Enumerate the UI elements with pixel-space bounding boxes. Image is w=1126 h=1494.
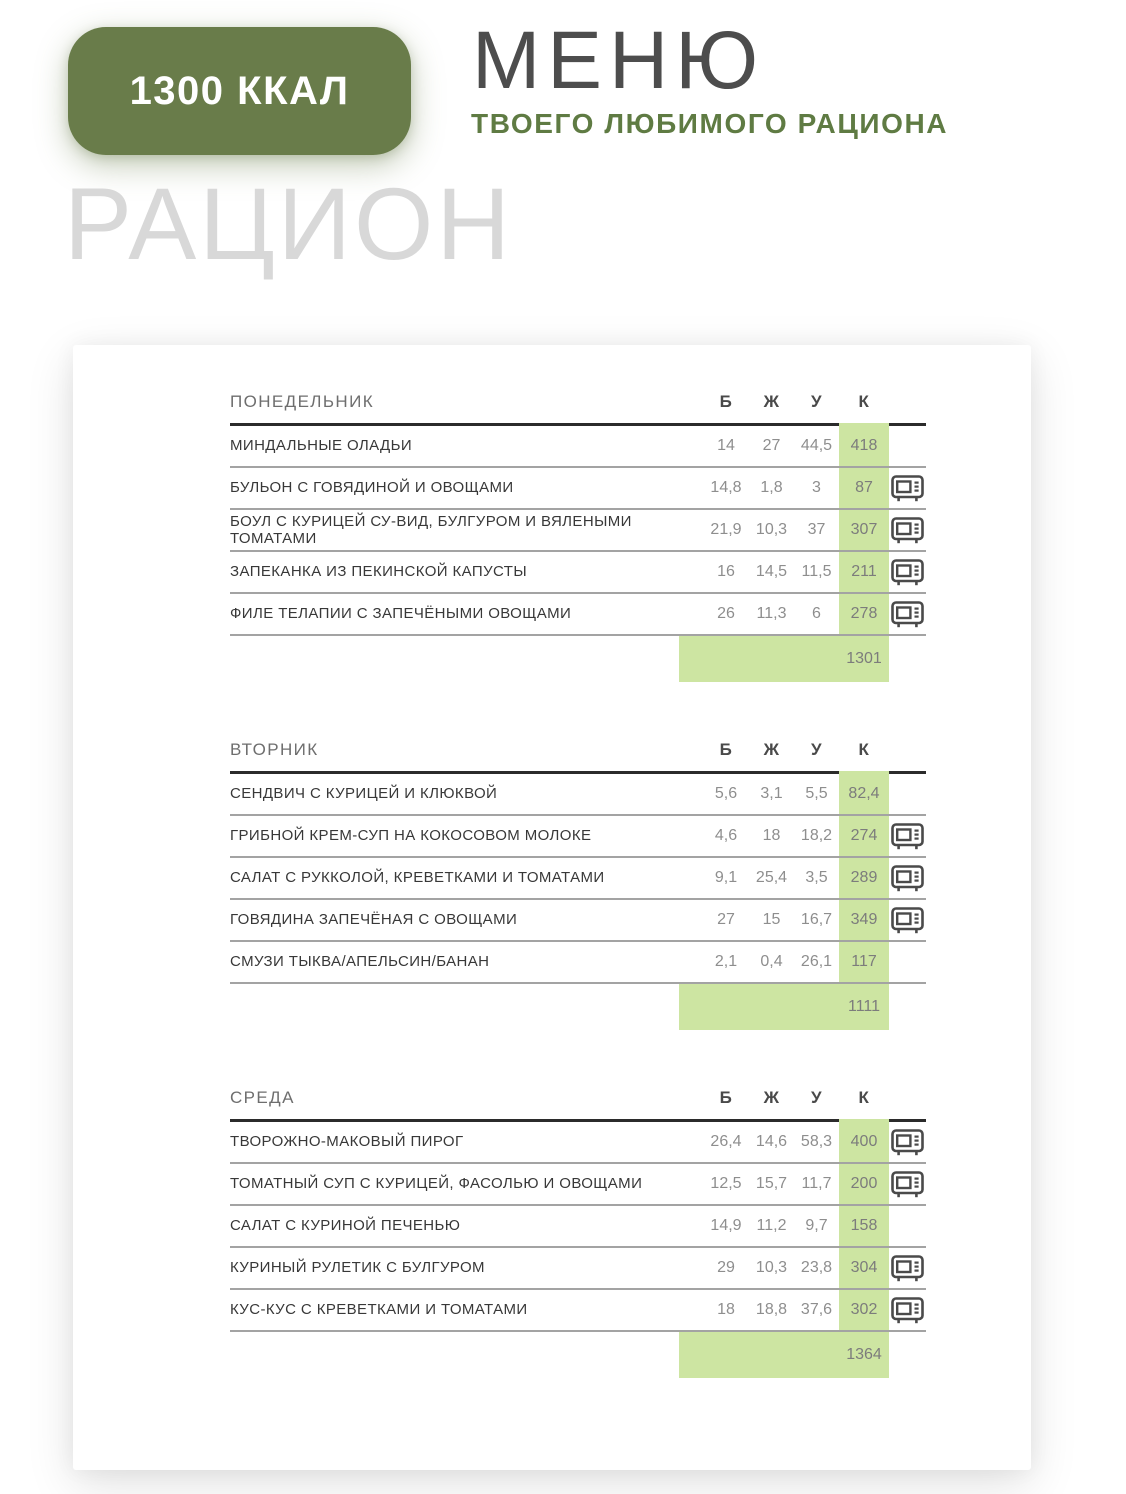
microwave-icon [891,559,924,586]
day-section [230,392,926,682]
menu-card [73,345,1031,1470]
calories-value: 304 [839,1248,889,1288]
carbs-value: 23,8 [800,1259,833,1276]
calories-value: 211 [839,552,889,592]
dish-name: ЗАПЕКАНКА ИЗ ПЕКИНСКОЙ КАПУСТЫ [230,563,527,581]
fat-value: 25,4 [755,869,788,886]
dish-name-cell [230,858,703,898]
dish-name: СЕНДВИЧ С КУРИЦЕЙ И КЛЮКВОЙ [230,785,498,803]
calories-value: 418 [839,426,889,466]
microwave-cell [889,900,926,940]
table-row [230,1164,926,1206]
calories-value: 278 [839,594,889,634]
table-row [230,1206,926,1248]
protein-value: 26,4 [710,1133,742,1150]
microwave-cell [889,1248,926,1288]
microwave-cell [889,1290,926,1330]
dish-name: ГОВЯДИНА ЗАПЕЧЁНАЯ С ОВОЩАМИ [230,911,518,929]
protein-value: 16 [717,563,735,580]
dish-name: СМУЗИ ТЫКВА/АПЕЛЬСИН/БАНАН [230,953,490,971]
table-row [230,552,926,594]
fat-value: 15 [762,911,781,928]
microwave-cell [889,552,926,592]
carbs-value: 3 [812,479,821,496]
day-header [230,1088,926,1122]
protein-value: 27 [717,911,735,928]
dish-name-cell [230,816,703,856]
fat-value: 1,8 [760,479,783,496]
dish-name-cell [230,1206,703,1246]
icon-column-spacer [889,984,926,1030]
dish-name-cell [230,468,703,508]
fat-value: 10,3 [755,1259,788,1276]
dish-name-cell [230,1290,703,1330]
column-label-carbs: У [810,1088,823,1107]
table-row [230,942,926,984]
dish-name-cell [230,552,703,592]
column-label-fat: Ж [763,740,780,759]
protein-value: 21,9 [710,521,742,538]
table-row [230,510,926,552]
day-header [230,740,926,774]
microwave-icon [891,475,924,502]
fat-value: 15,7 [755,1175,788,1192]
column-label-carbs: У [810,392,823,411]
dish-name-cell [230,774,703,814]
calorie-badge [68,27,411,155]
dish-name: ТОМАТНЫЙ СУП С КУРИЦЕЙ, ФАСОЛЬЮ И ОВОЩАМИ [230,1175,643,1193]
calories-value: 158 [839,1206,889,1246]
carbs-value: 3,5 [805,869,828,886]
dish-name-cell [230,942,703,982]
carbs-value: 37 [807,521,826,538]
calories-value: 302 [839,1290,889,1330]
column-label-fat: Ж [763,392,780,411]
microwave-cell [889,594,926,634]
protein-value: 2,1 [714,953,738,970]
dish-name-cell [230,1164,703,1204]
fat-value: 3,1 [760,785,783,802]
fat-value: 18,8 [755,1301,788,1318]
carbs-value: 6 [812,605,821,622]
table-row [230,426,926,468]
microwave-cell [889,816,926,856]
day-total-highlight [679,1332,889,1378]
table-row [230,816,926,858]
day-header [230,392,926,426]
dish-name-cell [230,426,703,466]
dish-name: БУЛЬОН С ГОВЯДИНОЙ И ОВОЩАМИ [230,479,514,497]
dish-name: ТВОРОЖНО-МАКОВЫЙ ПИРОГ [230,1133,464,1151]
calories-value: 82,4 [839,774,889,814]
calorie-badge-label: 1300 ККАЛ [129,68,350,113]
dish-name-cell [230,510,703,550]
icon-column-spacer [889,1332,926,1378]
microwave-cell [889,858,926,898]
day-rows [230,1122,926,1332]
protein-value: 5,6 [714,785,738,802]
fat-value: 27 [762,437,781,454]
day-total-row [230,984,926,1030]
calories-value: 117 [839,942,889,982]
carbs-value: 58,3 [800,1133,833,1150]
microwave-cell [889,426,926,466]
microwave-icon [891,1129,924,1156]
table-row [230,1248,926,1290]
microwave-cell [889,774,926,814]
dish-name-cell [230,1122,703,1162]
carbs-value: 37,6 [800,1301,833,1318]
column-label-carbs: У [810,740,823,759]
day-total-highlight [679,984,889,1030]
day-section [230,1088,926,1378]
column-label-calories: К [858,392,870,411]
microwave-cell [889,1164,926,1204]
dish-name: МИНДАЛЬНЫЕ ОЛАДЬИ [230,437,413,455]
fat-value: 0,4 [760,953,783,970]
microwave-icon [891,1171,924,1198]
column-label-calories: К [858,740,870,759]
day-rows [230,426,926,636]
column-label-protein: Б [719,392,733,411]
day-section [230,740,926,1030]
microwave-cell [889,468,926,508]
carbs-value: 18,2 [800,827,833,844]
table-row [230,468,926,510]
fat-value: 18 [762,827,781,844]
calories-value: 349 [839,900,889,940]
carbs-value: 11,7 [801,1175,832,1192]
protein-value: 12,5 [710,1175,742,1192]
fat-value: 10,3 [755,521,788,538]
microwave-cell [889,510,926,550]
page-subtitle: ТВОЕГО ЛЮБИМОГО РАЦИОНА [471,108,949,139]
protein-value: 9,1 [714,869,738,886]
fat-value: 11,3 [756,605,787,622]
protein-value: 18 [717,1301,735,1318]
microwave-icon [891,517,924,544]
column-label-fat: Ж [763,1088,780,1107]
day-rows [230,774,926,984]
fat-value: 14,6 [755,1133,788,1150]
table-row [230,774,926,816]
day-total-row [230,1332,926,1378]
microwave-cell [889,1122,926,1162]
dish-name: ГРИБНОЙ КРЕМ-СУП НА КОКОСОВОМ МОЛОКЕ [230,827,592,845]
protein-value: 14,9 [710,1217,742,1234]
microwave-icon [891,865,924,892]
microwave-cell [889,1206,926,1246]
days-container [230,392,926,1378]
calories-value: 200 [839,1164,889,1204]
microwave-icon [891,823,924,850]
carbs-value: 44,5 [800,437,833,454]
carbs-value: 11,5 [801,563,832,580]
carbs-value: 9,7 [805,1217,828,1234]
protein-value: 4,6 [714,827,738,844]
dish-name: САЛАТ С КУРИНОЙ ПЕЧЕНЬЮ [230,1217,461,1235]
carbs-value: 5,5 [805,785,828,802]
day-total-value: 1111 [847,998,881,1015]
dish-name-cell [230,900,703,940]
fat-value: 14,5 [755,563,788,580]
table-row [230,858,926,900]
fat-value: 11,2 [756,1217,787,1234]
dish-name-cell [230,594,703,634]
day-title: СРЕДА [230,1088,295,1107]
column-label-calories: К [858,1088,870,1107]
table-row [230,900,926,942]
page-title: МЕНЮ [472,15,766,106]
microwave-icon [891,1255,924,1282]
day-total-value: 1364 [846,1346,882,1363]
microwave-icon [891,1297,924,1324]
protein-value: 29 [717,1259,735,1276]
calories-value: 307 [839,510,889,550]
protein-value: 26 [717,605,735,622]
protein-value: 14 [717,437,735,454]
microwave-icon [891,601,924,628]
column-label-protein: Б [719,740,733,759]
ration-watermark: РАЦИОН [64,167,514,281]
microwave-cell [889,942,926,982]
table-row [230,1122,926,1164]
day-total-highlight [679,636,889,682]
microwave-icon [891,907,924,934]
icon-column-spacer [889,636,926,682]
day-total-value: 1301 [846,650,882,667]
carbs-value: 26,1 [800,953,833,970]
column-label-protein: Б [719,1088,733,1107]
calories-value: 87 [839,468,889,508]
table-row [230,1290,926,1332]
dish-name: САЛАТ С РУККОЛОЙ, КРЕВЕТКАМИ И ТОМАТАМИ [230,869,605,887]
calories-value: 274 [839,816,889,856]
dish-name: БОУЛ С КУРИЦЕЙ СУ-ВИД, БУЛГУРОМ И ВЯЛЕНЫМИ ТОМАТАМИ [230,512,632,547]
calories-value: 289 [839,858,889,898]
carbs-value: 16,7 [800,911,833,928]
dish-name: КУС-КУС С КРЕВЕТКАМИ И ТОМАТАМИ [230,1301,528,1319]
table-row [230,594,926,636]
day-title: ВТОРНИК [230,740,319,759]
protein-value: 14,8 [710,479,742,496]
day-title: ПОНЕДЕЛЬНИК [230,392,375,411]
dish-name: КУРИНЫЙ РУЛЕТИК С БУЛГУРОМ [230,1259,485,1277]
dish-name-cell [230,1248,703,1288]
dish-name: ФИЛЕ ТЕЛАПИИ С ЗАПЕЧЁНЫМИ ОВОЩАМИ [230,605,572,623]
day-total-row [230,636,926,682]
calories-value: 400 [839,1122,889,1162]
